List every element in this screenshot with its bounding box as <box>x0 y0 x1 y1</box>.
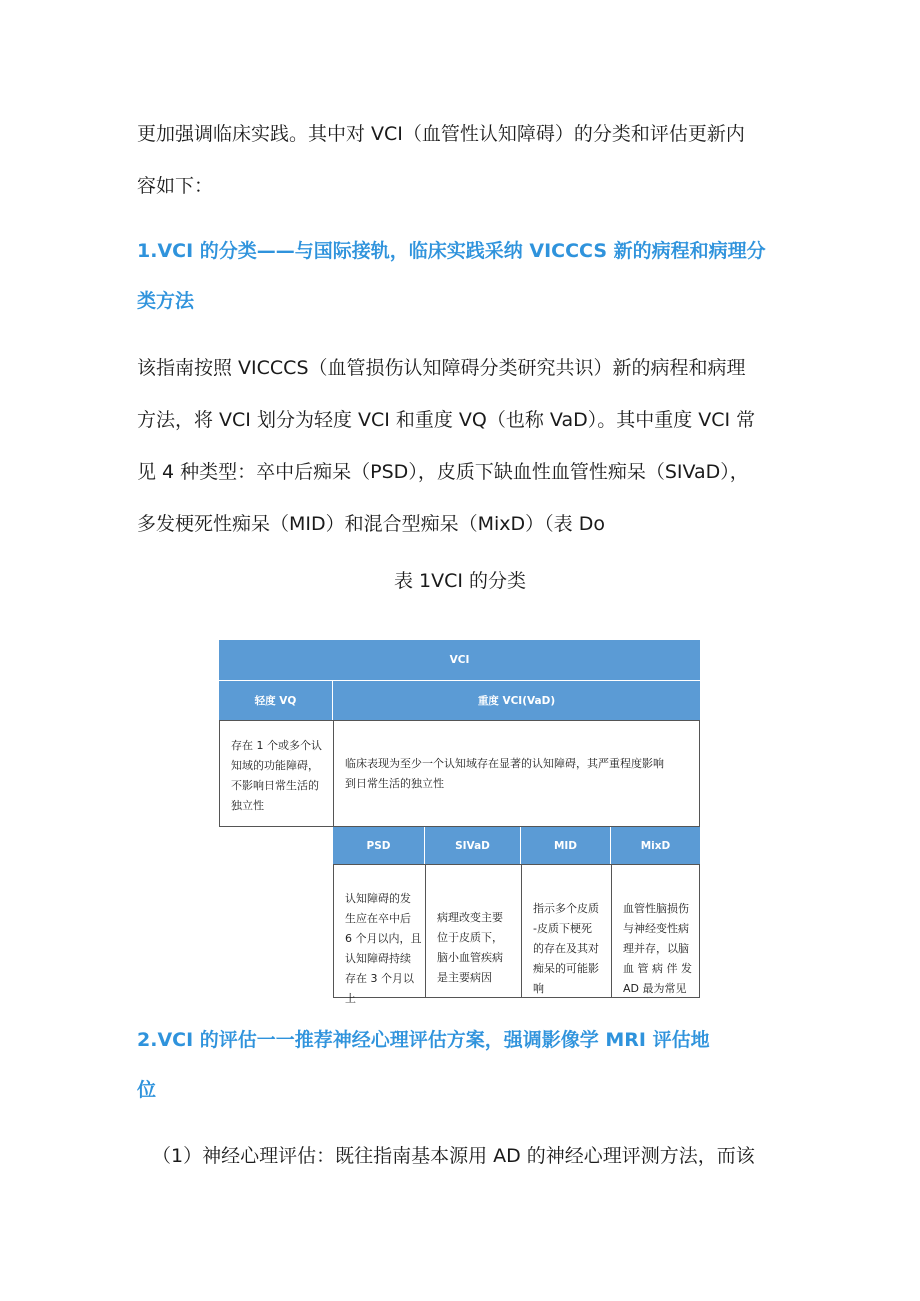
mid-desc-line: 响 <box>533 982 544 995</box>
sivad-desc-line: 病理改变主要 <box>437 911 503 924</box>
table-header-mild: 轻度 VQ <box>219 680 333 720</box>
psd-desc-line: 认知障碍的发 <box>345 892 411 905</box>
type-desc-mid <box>521 864 612 998</box>
intro-line-2: 容如下： <box>137 175 214 197</box>
intro-line-1: 更加强调临床实践。其中对 VCI（血管性认知障碍）的分类和评估更新内 <box>137 123 745 145</box>
mixd-desc-line: 与神经变性病 <box>623 922 689 935</box>
intro-paragraph <box>137 108 787 212</box>
section1-line-3: 见 4 种类型：卒中后痴呆（PSD），皮质下缺血性血管性痴呆（SIVaD）， <box>137 461 749 483</box>
table-header-vci: VCI <box>219 640 700 680</box>
psd-desc-line: 认知障碍持续 <box>345 952 411 965</box>
type-header-mid: MID <box>521 827 611 864</box>
section1-heading-line-1: 1.VCI 的分类——与国际接轨，临床实践采纳 VICCCS 新的病程和病理分 <box>137 240 766 262</box>
mixd-desc-line: 理并存，以脑 <box>623 942 689 955</box>
vci-classification-table <box>219 640 700 1005</box>
sivad-desc-line: 是主要病因 <box>437 971 492 984</box>
section1-line-4: 多发梗死性痴呆（MID）和混合型痴呆（MixD）（表 Do <box>137 513 605 535</box>
section2-heading <box>137 1015 787 1115</box>
mild-desc-line: 存在 1 个或多个认 <box>231 739 322 752</box>
mild-desc-line: 不影响日常生活的 <box>231 779 319 792</box>
mixd-desc-line: 血 管 病 伴 发 <box>623 962 692 975</box>
section1-heading-line-2: 类方法 <box>137 290 195 312</box>
table-header-severe: 重度 VCI(VaD) <box>333 680 700 720</box>
mid-desc-line: 痴呆的可能影 <box>533 962 599 975</box>
section2-heading-line-2: 位 <box>137 1079 157 1101</box>
mild-description-cell <box>219 720 334 827</box>
psd-desc-line: 存在 3 个月以 <box>345 972 414 985</box>
mixd-desc-line: AD 最为常见 <box>623 982 687 995</box>
severe-description-cell <box>333 720 700 827</box>
severe-desc-line: 到日常生活的独立性 <box>345 777 444 790</box>
mild-desc-line: 知域的功能障碍， <box>231 759 319 772</box>
table-caption: 表 1VCI 的分类 <box>393 570 527 592</box>
sivad-desc-line: 位于皮质下， <box>437 931 503 944</box>
type-header-mixd: MixD <box>611 827 700 864</box>
section1-paragraph <box>137 342 787 550</box>
type-header-psd: PSD <box>333 827 425 864</box>
mixd-desc-line: 血管性脑损伤 <box>623 902 689 915</box>
type-desc-sivad <box>425 864 522 998</box>
severe-desc-line: 临床表现为至少一个认知域存在显著的认知障碍，其严重程度影响 <box>345 757 664 770</box>
psd-desc-line: 生应在卒中后 <box>345 912 411 925</box>
mid-desc-line: 指示多个皮质 <box>533 902 599 915</box>
psd-desc-line: 6 个月以内，且 <box>345 932 422 945</box>
sivad-desc-line: 脑小血管疾病 <box>437 951 503 964</box>
type-desc-psd <box>333 864 426 1005</box>
mid-desc-line: 的存在及其对 <box>533 942 599 955</box>
psd-desc-line: 上 <box>345 992 356 1005</box>
section2-heading-line-1: 2.VCI 的评估一一推荐神经心理评估方案，强调影像学 MRI 评估地 <box>137 1029 710 1051</box>
section1-line-2: 方法，将 VCI 划分为轻度 VCI 和重度 VQ（也称 VaD）。其中重度 VCI 常 <box>137 409 756 431</box>
section1-heading <box>137 226 787 326</box>
section2-line-1: （1）神经心理评估：既往指南基本源用 AD 的神经心理评测方法，而该 <box>152 1145 755 1167</box>
type-desc-mixd <box>611 864 700 998</box>
mild-desc-line: 独立性 <box>231 799 264 812</box>
section2-paragraph <box>152 1130 792 1182</box>
section1-line-1: 该指南按照 VICCCS（血管损伤认知障碍分类研究共识）新的病程和病理 <box>137 357 746 379</box>
type-header-sivad: SIVaD <box>425 827 521 864</box>
mid-desc-line: -皮质下梗死 <box>533 922 592 935</box>
